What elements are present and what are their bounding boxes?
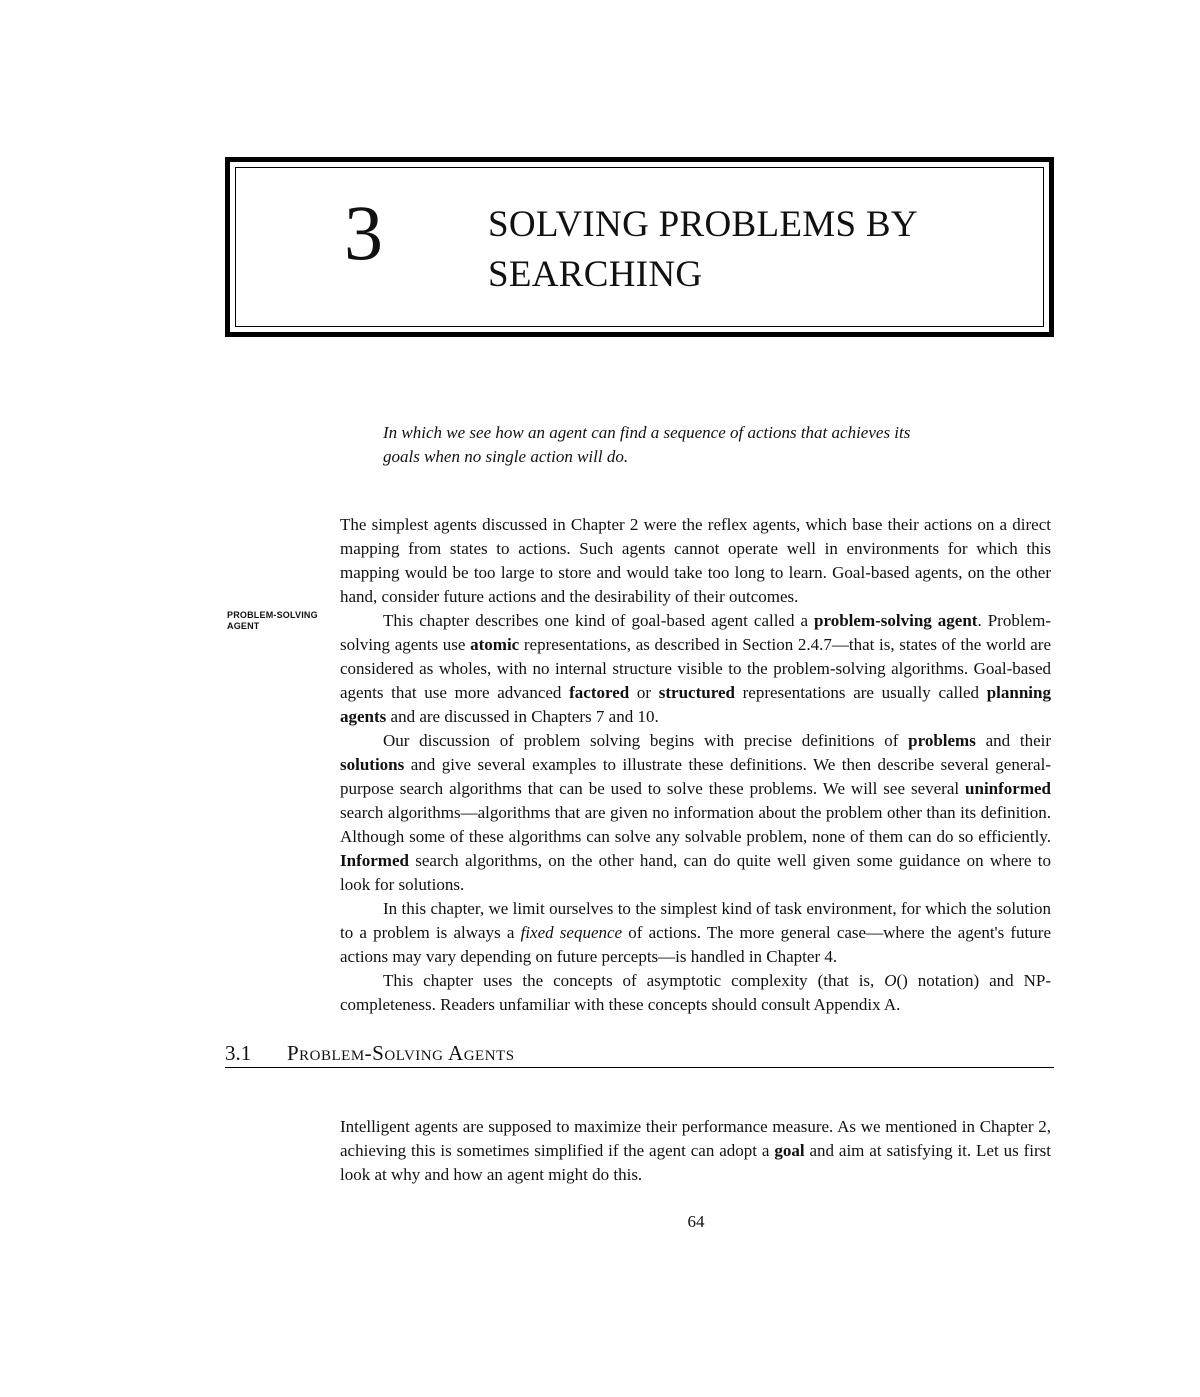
paragraph-3-text-a: Our discussion of problem solving begins with precise definitions of <box>383 731 909 750</box>
chapter-title-line-1: SOLVING PROBLEMS BY <box>488 204 918 245</box>
big-o-symbol: O <box>884 971 897 990</box>
margin-note-line-1: PROBLEM-SOLVING <box>227 610 318 620</box>
paragraph-5-text-c: () notation) and NP-completeness. Readers unfamiliar with these concepts should consult Appendix A. <box>340 971 1051 1014</box>
paragraph-5 <box>340 969 1051 1017</box>
paragraph-6 <box>340 1115 1051 1187</box>
term-fixed-sequence: fixed sequence <box>520 923 623 942</box>
term-goal: goal <box>774 1141 805 1160</box>
paragraph-3 <box>340 729 1051 897</box>
term-informed: Informed <box>340 851 409 870</box>
paragraph-6-text-c: and aim at satisfying it. Let us first look at why and how an agent might do this. <box>340 1141 1051 1184</box>
chapter-title <box>488 200 918 300</box>
paragraph-2-text-a: This chapter describes one kind of goal-based agent called a <box>383 611 815 630</box>
paragraph-4 <box>340 897 1051 969</box>
term-factored: factored <box>569 683 630 702</box>
section-body <box>340 1115 1051 1187</box>
margin-note-line-2: AGENT <box>227 621 260 631</box>
paragraph-1: The simplest agents discussed in Chapter 2 were the reflex agents, which base their actions on a direct mapping from states to actions. Such agents cannot operate well in environments for which this mapping would be too large to store and would take too long to learn. Goal-based agents, on the other hand, consider future actions and the desirability of their outcomes. <box>340 515 1051 606</box>
intro-body <box>340 513 1051 1017</box>
margin-note <box>227 610 318 632</box>
section-number: 3.1 <box>225 1041 252 1065</box>
chapter-title-line-2: SEARCHING <box>488 254 703 295</box>
paragraph-6-text-a: Intelligent agents are supposed to maximize their performance measure. As we mentioned in Chapter 2, achieving this is sometimes simplified if the agent can adopt a <box>340 1117 1051 1160</box>
paragraph-3-text-i: search algorithms, on the other hand, can do quite well given some guidance on where to look for solutions. <box>340 851 1051 894</box>
section-title: Problem-Solving Agents <box>287 1041 515 1065</box>
term-planning-agents: planning agents <box>340 683 1051 726</box>
page-number: 64 <box>687 1212 705 1231</box>
chapter-number: 3 <box>344 189 383 276</box>
epigraph-line-1: In which we see how an agent can find a sequence of actions that achieves its <box>383 423 911 442</box>
term-structured: structured <box>658 683 735 702</box>
paragraph-2-text-c: . Problem-solving agents use <box>340 611 1051 654</box>
term-uninformed: uninformed <box>965 779 1051 798</box>
paragraph-2-text-e: representations, as described in Section 2.4.7—that is, states of the world are considered as wholes, with no internal structure visible to the problem-solving algorithms. Goal-based agents that use more advanced <box>340 635 1052 702</box>
paragraph-5-text-a: This chapter uses the concepts of asymptotic complexity (that is, <box>383 971 885 990</box>
paragraph-4-text-a: In this chapter, we limit ourselves to the simplest kind of task environment, for which the solution to a problem is always a <box>340 899 1051 942</box>
chapter-epigraph <box>383 421 1018 469</box>
paragraph-3-text-c: and their <box>975 731 1051 750</box>
term-problem-solving-agent: problem-solving agent <box>814 611 978 630</box>
chapter-title-box <box>225 157 1054 337</box>
epigraph-line-2: goals when no single action will do. <box>383 447 629 466</box>
paragraph-4-text-c: of actions. The more general case—where the agent's future actions may vary depending on future percepts—is handled in Chapter 4. <box>340 923 1051 966</box>
term-solutions: solutions <box>340 755 405 774</box>
paragraph-2-text-g: or <box>629 683 659 702</box>
paragraph-2 <box>340 609 1051 729</box>
term-problems: problems <box>908 731 976 750</box>
chapter-title-box-inner <box>235 167 1044 327</box>
paragraph-2-text-i: representations are usually called <box>734 683 987 702</box>
paragraph-3-text-g: search algorithms—algorithms that are given no information about the problem other than its definition. Although some of these algorithms can solve any solvable problem, none of them can do so efficiently. <box>340 803 1051 846</box>
paragraph-3-text-e: and give several examples to illustrate these definitions. We then describe several general-purpose search algorithms that can be used to solve these problems. We will see several <box>340 755 1051 798</box>
paragraph-2-text-k: and are discussed in Chapters 7 and 10. <box>386 707 659 726</box>
term-atomic: atomic <box>470 635 520 654</box>
section-heading <box>225 1039 1054 1068</box>
